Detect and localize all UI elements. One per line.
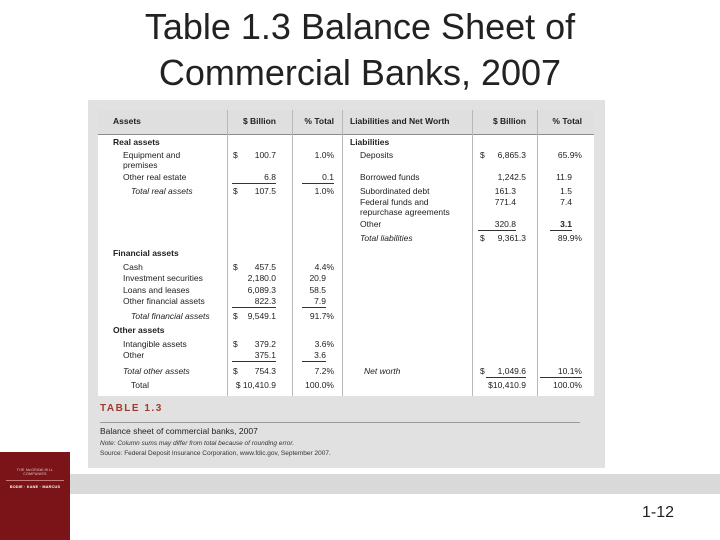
currency-sign: $ (480, 233, 485, 243)
column-separator (227, 110, 228, 396)
row-label: Equipment and (123, 150, 181, 160)
value-cell: 2,180.0 (247, 273, 276, 283)
value-cell: 161.3 (494, 186, 516, 196)
section-heading: Liabilities (350, 137, 390, 147)
footer-bar (70, 474, 720, 494)
table-caption-source: Source: Federal Deposit Insurance Corporation, www.fdic.gov, September 2007. (100, 450, 331, 457)
value-cell: 320.8 (478, 219, 516, 231)
table-caption-title: Balance sheet of commercial banks, 2007 (100, 426, 258, 436)
pct-cell: 7.4 (560, 197, 572, 207)
row-label: Cash (123, 262, 143, 272)
row-label: Other financial assets (123, 296, 205, 306)
value-cell: 754.3 (254, 366, 276, 376)
currency-sign: $ (233, 366, 238, 376)
currency-sign: $ (233, 311, 238, 321)
row-label: repurchase agreements (360, 207, 450, 217)
pct-cell: 100.0% (553, 380, 582, 390)
value-cell: 771.4 (494, 197, 516, 207)
column-separator (472, 110, 473, 396)
value-cell: 9,361.3 (497, 233, 526, 243)
publisher-logo (0, 452, 70, 540)
currency-sign: $ (480, 150, 485, 160)
slide-title-line2: Commercial Banks, 2007 (158, 52, 562, 93)
row-label: Investment securities (123, 273, 203, 283)
value-cell: 6,865.3 (497, 150, 526, 160)
pct-cell: 89.9% (557, 233, 582, 243)
value-cell: $ 10,410.9 (235, 380, 276, 390)
pct-cell: 58.5 (309, 285, 326, 295)
page-number: 1-12 (642, 504, 675, 521)
pct-cell: 7.9 (302, 296, 326, 308)
currency-sign: $ (233, 150, 238, 160)
row-label: Loans and leases (123, 285, 190, 295)
pct-cell: 1.5 (560, 186, 572, 196)
row-label: premises (123, 160, 158, 170)
logo-author-names: BODIE · KANE · MARCUS (9, 485, 61, 489)
currency-sign: $ (480, 366, 485, 376)
section-heading: Financial assets (113, 248, 179, 258)
header-divider (98, 134, 594, 135)
header-pct: % Total (304, 116, 334, 126)
slide-title (0, 4, 720, 96)
pct-cell: 0.1 (302, 172, 334, 184)
pct-cell: 4.4% (314, 262, 334, 272)
value-cell: 100.7 (254, 150, 276, 160)
total-label: Total financial assets (131, 311, 210, 321)
value-cell: 1,049.6 (486, 366, 526, 378)
row-label: Subordinated debt (360, 186, 430, 196)
pct-cell: 1.0% (314, 186, 334, 196)
column-separator (537, 110, 538, 396)
header-pct2: % Total (552, 116, 582, 126)
total-label: Total real assets (131, 186, 193, 196)
column-separator (292, 110, 293, 396)
column-separator (342, 110, 343, 396)
currency-sign: $ (233, 339, 238, 349)
section-heading: Other assets (113, 325, 165, 335)
pct-cell: 91.7% (309, 311, 334, 321)
row-label: Other (123, 350, 145, 360)
value-cell: 9,549.1 (247, 311, 276, 321)
row-label: Intangible assets (123, 339, 187, 349)
row-label: Deposits (360, 150, 394, 160)
section-heading: Real assets (113, 137, 160, 147)
value-cell: 379.2 (254, 339, 276, 349)
header-billion: $ Billion (242, 116, 276, 126)
pct-cell: 1.0% (314, 150, 334, 160)
pct-cell: 10.1% (540, 366, 582, 378)
total-label: Total (131, 380, 149, 390)
row-label: Federal funds and (360, 197, 429, 207)
logo-top-text: THE McGRAW-HILL COMPANIES (16, 468, 54, 476)
pct-cell: 3.6% (314, 339, 334, 349)
logo-rule (6, 480, 64, 481)
total-label: Total other assets (123, 366, 190, 376)
row-label: Other (360, 219, 382, 229)
pct-cell: 7.2% (314, 366, 334, 376)
caption-divider (100, 422, 580, 423)
slide-title-line1: Table 1.3 Balance Sheet of (144, 6, 576, 47)
net-worth-label: Net worth (364, 366, 401, 376)
pct-cell: 3.1 (550, 219, 572, 231)
pct-cell: 3.6 (302, 350, 326, 362)
pct-cell: 20.9 (309, 273, 326, 283)
table-caption-note: Note: Column sums may differ from total because of rounding error. (100, 440, 295, 447)
table-number-label: TABLE 1.3 (100, 403, 163, 414)
value-cell: 457.5 (254, 262, 276, 272)
value-cell: 822.3 (232, 296, 276, 308)
value-cell: $10,410.9 (488, 380, 526, 390)
currency-sign: $ (233, 262, 238, 272)
header-assets: Assets (113, 116, 141, 126)
header-liabilities: Liabilities and Net Worth (350, 116, 450, 126)
value-cell: 1,242.5 (497, 172, 526, 182)
value-cell: 6.8 (232, 172, 276, 184)
value-cell: 375.1 (232, 350, 276, 362)
total-label: Total liabilities (360, 233, 413, 243)
pct-cell: 11.9 (556, 172, 572, 182)
value-cell: 6,089.3 (247, 285, 276, 295)
header-billion2: $ Billion (492, 116, 526, 126)
currency-sign: $ (233, 186, 238, 196)
pct-cell: 65.9% (557, 150, 582, 160)
row-label: Other real estate (123, 172, 187, 182)
value-cell: 107.5 (254, 186, 276, 196)
pct-cell: 100.0% (305, 380, 334, 390)
row-label: Borrowed funds (360, 172, 420, 182)
